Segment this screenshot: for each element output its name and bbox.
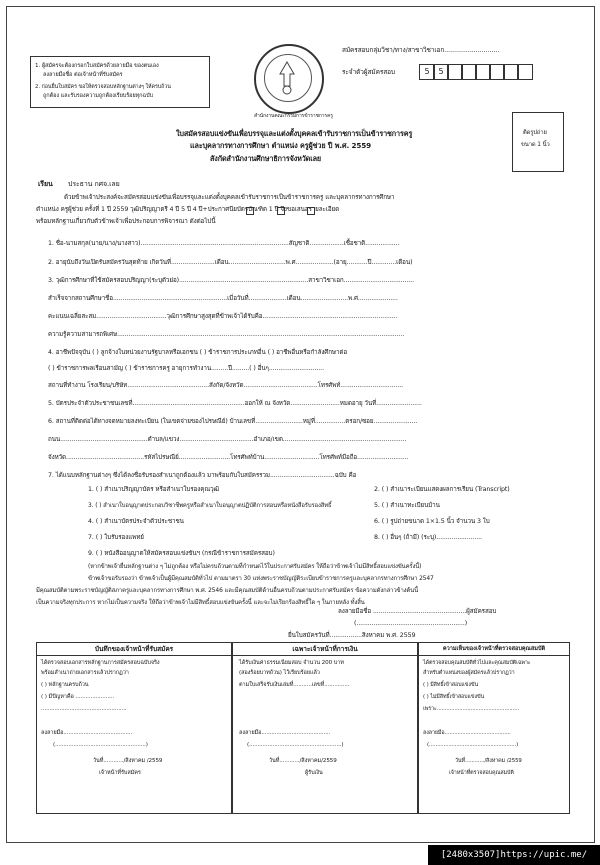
applicant-id-label: ระจำตัวผู้สมัครสอบ (342, 68, 395, 76)
intro-line-2: ตำแหน่ง ครูผู้ช่วย ครั้งที่ 1 ปี 2559 วุฒิปริญญาตรี 4 ปี 5 ปี 4 ปี+ประกาศนียบัตรบัณฑิต 1 ปี จึงขอเสนอรายละเอียด (36, 206, 340, 213)
field-occupation-1[interactable]: 4. อาชีพปัจจุบัน ( ) ลูกจ้างในหน่วยงานรัฐบาลหรือเอกชน ( ) ข้าราชการประเภทอื่น ( ) อาชีพอื่นหรือกำลังศึกษาต่อ (48, 349, 348, 356)
id-digit-2[interactable]: 5 (433, 64, 449, 80)
submission-date-line[interactable]: ยื่นใบสมัครวันที่.................สิงหาคม พ.ศ. 2559 (288, 632, 416, 639)
field-occupation-2[interactable]: ( ) ข้าราชการพลเรือนสามัญ ( ) ข้าราชการครู อายุการทำงาน.........ปี.........( ) อื่นๆ............................. (48, 365, 324, 372)
finance-receipt-line[interactable]: ตามใบเสร็จรับเงินเล่มที่...........เลขที่............... (239, 682, 350, 688)
doc-teaching-license[interactable]: 3. ( ) สำเนาใบอนุญาตประกอบวิชาชีพครูหรือสำเนาใบอนุญาตปฏิบัติการสอนหรือหนังสือรับรองสิทธิ์ (88, 503, 332, 509)
finance-box-header: เฉพาะเจ้าหน้าที่การเงิน (233, 643, 417, 656)
receiver-line-1: ได้ตรวจสอบเอกสารหลักฐานการสมัครสอบฉบับจริง (41, 660, 160, 666)
checker-box-header: ความเห็นของเจ้าหน้าที่ตรวจสอบคุณสมบัติ (419, 643, 569, 656)
salutation-label: เรียน (38, 180, 53, 188)
finance-signature[interactable]: ลงลายมือ......................................... (239, 730, 331, 736)
field-gpa[interactable]: คะแนนเฉลี่ยสะสม.....................................วุฒิการศึกษาสูงสุดที่ข้าพเจ้าได้รับคือ....................................................................... (48, 313, 398, 320)
checker-reason[interactable]: เพราะ................................................... (423, 706, 520, 712)
receiver-box-header: บันทึกของเจ้าหน้าที่รับสมัคร (37, 643, 231, 656)
qualification-check-box (418, 642, 570, 814)
checker-ineligible-option[interactable]: ( ) ไม่มีสิทธิ์เข้าสอบแข่งขัน (423, 694, 485, 700)
doc-id-card-copy[interactable]: 4. ( ) สำเนาบัตรประจำตัวประชาชน (88, 518, 184, 525)
intro-line-3: พร้อมหลักฐานเกี่ยวกับตัวข้าพเจ้าเพื่อประกอบการพิจารณา ดังต่อไปนี้ (36, 218, 216, 225)
receiver-date[interactable]: วันที่............/สิงหาคม /2559 (93, 758, 163, 764)
checker-line-2: สำหรับตำแหน่งของผู้สมัครแล้วปรากฏว่า (423, 670, 515, 676)
applicant-name-parentheses[interactable]: (.........................................................) (354, 620, 468, 627)
form-title-line-3: สังกัดสำนักงานศึกษาธิการจังหวัดเลย (210, 154, 322, 163)
receiver-title: เจ้าหน้าที่รับสมัคร (99, 770, 141, 776)
field-address-1[interactable]: 6. สถานที่ติดต่อได้ทางจดหมายลงทะเบียน (ในเขตจ่ายของไปรษณีย์) บ้านเลขที่.........................หมู่ที่................ตรอก/ซอย....................... (48, 418, 418, 425)
finance-line-2: (สองร้อยบาทถ้วน) ไว้เรียบร้อยแล้ว (239, 670, 320, 676)
checker-date[interactable]: วันที่............/สิงหาคม /2559 (455, 758, 522, 764)
note-line-1: 1. ผู้สมัครจะต้องกรอกใบสมัครด้วยลายมือ ของตนเอง (35, 63, 159, 69)
receiver-line-2: พร้อมสำเนาถ่ายเอกสารแล้วปรากฏว่า (41, 670, 129, 676)
doc-permission-letter[interactable]: 9. ( ) หนังสืออนุญาตให้สมัครสอบแข่งขันฯ (กรณีข้าราชการสมัครสอบ) (88, 550, 275, 557)
field-institution[interactable]: สำเร็จจากสถานศึกษาชื่อ............................................................เมื่อวันที่....................เดือน.........................พ.ศ..................... (48, 295, 398, 302)
checker-signature[interactable]: ลงลายมือ......................................... (423, 730, 511, 736)
doc-transcript[interactable]: 2. ( ) สำเนาระเบียนแสดงผลการเรียน (Transcript) (374, 486, 510, 493)
receiver-signature[interactable]: ลงลายมือ......................................... (41, 730, 133, 736)
instruction-note-box (30, 56, 210, 108)
doc-other[interactable]: 8. ( ) อื่นๆ (ถ้ามี) (ระบุ)........................ (374, 534, 482, 541)
field-age[interactable]: 2. อายุนับถึงวันเปิดรับสมัครวันสุดท้าย เกิดวันที่.......................เดือน..............................พ.ศ....................(อายุ...........ปี.............เดือน) (48, 259, 413, 266)
declaration-line-2: ข้าพเจ้าขอรับรองว่า ข้าพเจ้าเป็นผู้มีคุณสมบัติทั่วไป ตามมาตรา 30 แห่งพระราชบัญญัติระเบียบข้าราชการครูและบุคลากรทางการศึกษา 2547 (88, 576, 434, 582)
id-digit-8[interactable] (517, 64, 533, 80)
intro-line-1: ด้วยข้าพเจ้าประสงค์จะสมัครสอบแข่งขันเพื่อบรรจุและแต่งตั้งบุคคลเข้ารับราชการเป็นข้าราชการครู และบุคลากรทางการศึกษา (64, 194, 395, 201)
photo-label-1: ติดรูปถ่าย (523, 130, 547, 136)
doc-medical-certificate[interactable]: 7. ( ) ใบรับรองแพทย์ (88, 534, 144, 541)
field-workplace[interactable]: สถานที่ทำงาน โรงเรียน/บริษัท...........................................สังกัด/จังหวัด.......................................โทรศัพท์................................. (48, 382, 404, 389)
field-degree[interactable]: 3. วุฒิการศึกษาที่ใช้สมัครสอบปริญญา(ระบุตัวย่อ)....................................................................สาขาวิชาเอก..................................... (48, 277, 414, 284)
field-id-card[interactable]: 5. บัตรประจำตัวประชาชนเลขที่...........................................................ออกให้ ณ จังหวัด..........................หมดอายุ วันที่........................ (48, 400, 422, 407)
receiver-name[interactable]: (......................................................) (53, 742, 148, 748)
doc-photos[interactable]: 6. ( ) รูปถ่ายขนาด 1×1.5 นิ้ว จำนวน 3 ใบ (374, 518, 490, 525)
doc-degree-certificate[interactable]: 1. ( ) สำเนาปริญญาบัตร หรือสำเนาใบรองคุณวุฒิ (88, 486, 220, 493)
photo-label-2: ขนาด 1 นิ้ว (521, 142, 550, 148)
field-address-3[interactable]: จังหวัด.........................................รหัสไปรษณีย์...........................โทรศัพท์บ้าน.............................โทรศัพท์มือถือ........................... (48, 454, 409, 461)
source-url[interactable]: https://upic.me/ (500, 850, 588, 860)
image-source-footer (428, 845, 600, 865)
id-digit-1[interactable]: 5 (419, 64, 435, 80)
image-resolution: [2480x3507] (440, 850, 501, 860)
checker-eligible-option[interactable]: ( ) มีสิทธิ์เข้าสอบแข่งขัน (423, 682, 479, 688)
ministry-seal-logo (254, 44, 324, 114)
form-title-line-2: และบุคลากรทางการศึกษา ตำแหน่ง ครูผู้ช่วย ปี พ.ศ. 2559 (190, 141, 372, 150)
declaration-line-3: มีคุณสมบัติตามพระราชบัญญัติสภาครูและบุคลากรทางการศึกษา พ.ศ. 2546 และมีคุณสมบัติด้านอื่นครบถ้วนตามประกาศรับสมัคร ข้อความดังกล่าวข้างต้นนี้ (36, 588, 419, 594)
declaration-line-4: เป็นความจริงทุกประการ หากไม่เป็นความจริง ให้ถือว่าข้าพเจ้าไม่มีสิทธิ์สอบแข่งขันครั้งนี้ และจะไม่เรียกร้องสิทธิ์ใด ๆ ในภายหลัง ทั้งสิ้น (36, 600, 365, 606)
receiver-complete-option[interactable]: ( ) หลักฐานครบถ้วน (41, 682, 89, 688)
degree-4yr-cert-checkbox[interactable] (307, 207, 315, 215)
seal-caption: สำนักงานคณะกรรมการข้าราชการครู (254, 113, 333, 119)
salutation-recipient: ประธาน กศจ.เลย (68, 180, 120, 188)
finance-title: ผู้รับเงิน (305, 770, 323, 776)
subject-group-line: สมัครสอบกลุ่มวิชา/ทาง/สาขาวิชาเอก............................ (342, 46, 500, 54)
finance-line-1: ได้รับเงินค่าธรรมเนียมสอบ จำนวน 200 บาท (239, 660, 344, 666)
note-line-4: ถูกต้อง และรับรองความถูกต้องเรียบร้อยทุกฉบับ (43, 93, 154, 99)
applicant-signature-line[interactable]: ลงลายมือชื่อ .................................................ผู้สมัครสอบ (338, 608, 497, 615)
note-line-2: ลงลายมือชื่อ ต่อเจ้าหน้าที่รับสมัคร (43, 72, 123, 78)
finance-record-box (232, 642, 418, 814)
checker-name[interactable]: (......................................................) (427, 742, 519, 748)
degree-4yr-checkbox[interactable] (246, 207, 254, 215)
checker-title: เจ้าหน้าที่ตรวจสอบคุณสมบัติ (449, 770, 514, 776)
receiver-line-5: ................................................... (41, 706, 127, 712)
field-address-2[interactable]: ถนน..............................................ตำบล/แขวง.......................................อำเภอ/เขต................................................................. (48, 436, 407, 443)
declaration-line-1: (หากข้าพเจ้ายื่นหลักฐานต่าง ๆ ไม่ถูกต้อง หรือไม่ครบถ้วนตามที่กำหนดไว้ในประกาศรับสมัคร ให้ถือว่าข้าพเจ้าไม่มีสิทธิ์สอบแข่งขันครั้งนี้) (88, 564, 422, 570)
degree-5yr-checkbox[interactable] (277, 207, 285, 215)
receiver-problem-option[interactable]: ( ) มีปัญหาคือ ....................... (41, 694, 115, 700)
checker-line-1: ได้ตรวจสอบคุณสมบัติทั่วไปและคุณสมบัติเฉพาะ (423, 660, 531, 666)
photo-placeholder (512, 112, 564, 172)
field-name[interactable]: 1. ชื่อ-นามสกุล(นาย/นาง/นางสาว)..............................................................................สัญชาติ..................เชื้อชาติ.................. (48, 240, 400, 247)
finance-date[interactable]: วันที่............/สิงหาคม/2559 (269, 758, 337, 764)
field-special-skills[interactable]: ความรู้ความสามารถพิเศษ....................................................................................................................................................... (48, 331, 405, 338)
field-attachments: 7. ได้แนบหลักฐานต่างๆ ซึ่งได้ลงชื่อรับรองสำเนาถูกต้องแล้ว มาพร้อมกับใบสมัครรวม..................................ฉบับ คือ (48, 472, 357, 479)
finance-name[interactable]: (.......................................................) (247, 742, 344, 748)
doc-house-registration[interactable]: 5. ( ) สำเนาทะเบียนบ้าน (374, 502, 440, 509)
receiver-record-box (36, 642, 232, 814)
form-title-line-1: ใบสมัครสอบแข่งขันเพื่อบรรจุและแต่งตั้งบุคคลเข้ารับราชการเป็นข้าราชการครู (176, 129, 413, 138)
note-line-3: 2. ก่อนยื่นใบสมัคร ขอให้ตรวจสอบหลักฐานต่างๆ ให้ครบถ้วน (35, 84, 171, 90)
